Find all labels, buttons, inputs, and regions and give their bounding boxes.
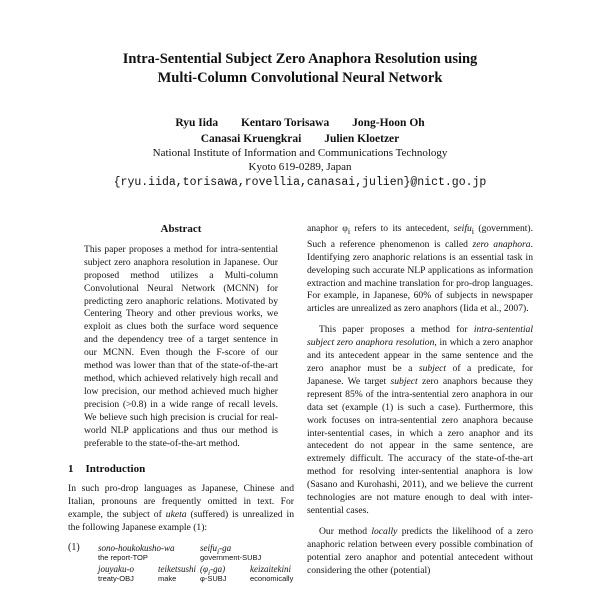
example-row — [68, 564, 294, 575]
example-row — [68, 543, 294, 554]
example-gloss — [200, 574, 227, 585]
author-name: Jong-Hoon Oh — [352, 117, 425, 129]
index-subscript: i — [347, 226, 351, 236]
example-word-stem: seifu — [200, 542, 217, 553]
author-list — [0, 115, 600, 147]
text-run: (government). Such a reference phenomenon is called — [307, 223, 533, 250]
author-name: Canasai Kruengkrai — [200, 133, 302, 145]
index-subscript: i — [217, 546, 220, 556]
index-subscript: i — [471, 226, 475, 236]
example-word: teiketsushi — [158, 563, 196, 574]
author-name: Ryu Iida — [175, 117, 219, 129]
example-word-suffix: -ga — [219, 542, 232, 553]
italic-term: subject — [390, 375, 418, 387]
example-gloss-suffix: -SUBJ — [204, 574, 227, 584]
text-run: of a predicate, for Japanese. We target — [307, 362, 533, 387]
affiliation — [0, 146, 600, 174]
text-run: , in which a zero anaphor and its antecedent appear in the same sentence and the zero anaphor must be a — [307, 337, 533, 374]
abstract-heading: Abstract — [160, 223, 202, 235]
text-run: refers to its antecedent, — [350, 223, 454, 234]
left-column — [68, 223, 294, 585]
italic-term: subject — [418, 362, 447, 374]
email-addresses: {ryu.iida,torisawa,rovellia,canasai,julien}@nict.go.jp — [113, 176, 487, 189]
text-run: predicts the likelihood of a zero anaphoric relation between every possible combination of potential zero anaphor and potential antecedent without considering the other (potential) — [307, 525, 533, 576]
text-run: zero anaphors because they represent 85% of the intra-sentential zero anaphora in our data set (example (1) is such a case). Furthermore, this work focuses on intra-sentential zero anaphora because inter-sentential cases, in which a zero anaphor and its antecedent do not appear in the same sentence, are extremely difficult. The accuracy of the state-of-the-art method for resolving inter-sentential anaphora is low (Sasano and Kurohashi, 2011), and we believe the current technologies are not mature enough to deal with inter-sentential cases. — [307, 375, 533, 516]
author-row-2 — [0, 131, 600, 147]
body-paragraph — [307, 526, 533, 578]
example-gloss-phi: φ — [200, 574, 205, 584]
text-run: This paper proposes a method for — [319, 324, 474, 336]
paper-title — [0, 50, 600, 88]
author-name: Julien Kloetzer — [324, 133, 400, 145]
example-word: jouyaku-o — [98, 563, 134, 574]
text-run: anaphor φ — [307, 223, 348, 234]
abstract-text: This paper proposes a method for intra-sentential subject zero anaphora resolution in Japanese. Our proposed method utilizes a Multi-column Convolutional Neural Network (MCNN) for predicting zero anaphoric relations. Motivated by Centering Theory and other previous works, we exploit as clues both the surface word sequence and the dependency tree of a target sentence in our MCNN. Even though the F-score of our method was lower than that of the state-of-the-art method, which achieved relatively high recall and low precision, our method achieved much higher precision (>0.8) in a wide range of recall levels. We believe such high precision is crucial for real-world NLP applications and thus our method is preferable to the state-of-the-art method. — [84, 243, 278, 449]
text-run: In such pro-drop languages as Japanese, Chinese and Italian, pronouns are frequently omitted in text. For example, the subject of — [68, 483, 294, 521]
title-line-2: Multi-Column Convolutional Neural Network — [157, 70, 443, 86]
italic-term: zero anaphora — [472, 238, 531, 250]
example-gloss-stem: government — [200, 553, 240, 563]
example-gloss: economically — [250, 574, 294, 584]
example-gloss-suffix: -SUBJ — [239, 553, 262, 563]
linguistic-example — [68, 543, 294, 585]
body-paragraph — [307, 324, 533, 518]
example-number: (1) — [68, 541, 80, 553]
index-subscript: i — [207, 567, 211, 577]
zero-pronoun: (φ — [200, 563, 208, 574]
example-word: keizaitekini — [250, 563, 291, 574]
example-gloss: make — [158, 574, 177, 584]
body-paragraph — [307, 223, 533, 316]
section-title: Introduction — [85, 463, 146, 476]
title-line-1: Intra-Sentential Subject Zero Anaphora Resolution using — [122, 51, 478, 67]
text-run: Our method — [319, 525, 372, 537]
author-row-1 — [0, 115, 600, 131]
institute: National Institute of Information and Communications Technology — [152, 147, 448, 159]
example-word-suffix: -ga) — [210, 563, 226, 574]
text-run: . Identifying zero anaphoric relations is an essential task in developing such accurate NLP applications as information extraction and machine translation for pro-drop languages. For example, in Japanese, 60% of subjects in newspaper articles are unrealized as zero anaphors (Iida et al., 2007). — [307, 238, 533, 315]
italic-term: locally — [371, 525, 398, 537]
intro-paragraph — [68, 483, 294, 535]
example-gloss-row — [68, 553, 294, 564]
right-column — [307, 223, 533, 585]
address: Kyoto 619-0289, Japan — [248, 161, 352, 173]
section-heading-introduction — [68, 463, 294, 476]
section-number: 1 — [68, 463, 74, 476]
italic-term: seifu — [453, 223, 472, 234]
example-gloss: the report-TOP — [98, 553, 148, 563]
example-gloss — [200, 553, 261, 564]
italic-term: intra-sentential subject zero anaphora resolution — [307, 324, 533, 349]
italic-term: uketa — [165, 509, 187, 521]
author-name: Kentaro Torisawa — [240, 117, 330, 129]
text-run: (suffered) is unrealized in the following Japanese example (1): — [68, 509, 294, 534]
example-word: sono-houkokusho-wa — [98, 542, 175, 553]
example-gloss: treaty-OBJ — [98, 574, 134, 584]
example-gloss-row — [68, 574, 294, 585]
